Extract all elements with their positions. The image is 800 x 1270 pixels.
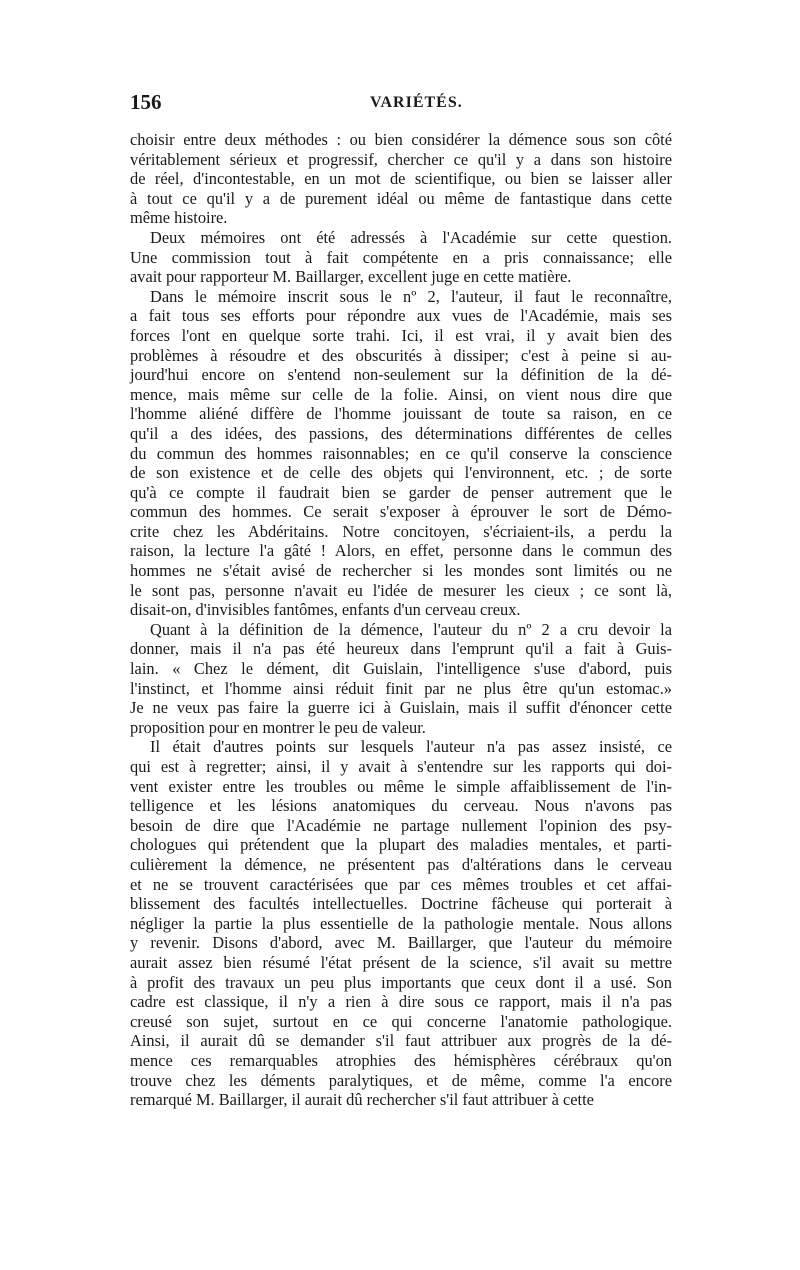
text-line: jourd'hui encore on s'entend non-seulement sur la définition de la dé- — [130, 365, 672, 385]
text-line: a fait tous ses efforts pour répondre aux vues de l'Académie, mais ses — [130, 306, 672, 326]
text-line: avait pour rapporteur M. Baillarger, excellent juge en cette matière. — [130, 267, 572, 287]
text-line: Quant à la définition de la démence, l'auteur du nº 2 a cru devoir la — [150, 619, 672, 639]
text-line: donner, mais il n'a pas été heureux dans l'emprunt qu'il a fait à Guis- — [130, 639, 672, 659]
text-line: même histoire. — [130, 208, 228, 228]
text-line: qu'à ce compte il faudrait bien se garder de penser autrement que le — [130, 482, 672, 502]
text-line: qu'il a des idées, des passions, des déterminations différentes de celles — [130, 423, 672, 443]
body-text — [130, 130, 672, 1110]
text-line: culièrement la démence, ne présentent pas d'altérations dans le cerveau — [130, 854, 672, 874]
text-line: choisir entre deux méthodes : ou bien considérer la démence sous son côté — [130, 130, 672, 149]
paragraph — [130, 737, 672, 1109]
text-line: négliger la partie la plus essentielle de la pathologie mentale. Nous allons — [130, 913, 672, 933]
text-line: de son existence et de celle des objets qui l'environnent, etc. ; de sorte — [130, 463, 672, 483]
text-line: l'instinct, et l'homme ainsi réduit finit par ne plus être qu'un estomac.» — [130, 678, 672, 698]
text-line: besoin de dire que l'Académie ne partage nullement l'opinion des psy- — [130, 815, 672, 835]
text-line: lain. « Chez le dément, dit Guislain, l'intelligence s'use d'abord, puis — [130, 659, 672, 679]
text-line: aurait assez bien résumé l'état présent de la science, s'il avait su mettre — [130, 952, 672, 972]
text-line: raison, la lecture l'a gâté ! Alors, en effet, personne dans le commun des — [130, 541, 672, 561]
running-title: VARIÉTÉS. — [370, 94, 463, 111]
text-line: proposition pour en montrer le peu de valeur. — [130, 717, 426, 737]
text-line: Une commission tout à fait compétente en a pris connaissance; elle — [130, 247, 672, 267]
text-line: disait-on, d'invisibles fantômes, enfants d'un cerveau creux. — [130, 600, 521, 620]
page-number: 156 — [130, 90, 162, 114]
text-line: chologues qui prétendent que la plupart des maladies mentales, et parti- — [130, 835, 672, 855]
text-line: Deux mémoires ont été adressés à l'Académie sur cette question. — [150, 227, 672, 247]
text-line: vent exister entre les troubles ou même le simple affaiblissement de l'in- — [130, 776, 672, 796]
text-line: qui est à regretter; ainsi, il y avait à s'entendre sur les rapports qui doi- — [130, 757, 672, 776]
text-line: et ne se trouvent caractérisées que par ces mêmes troubles et cet affai- — [130, 874, 672, 894]
text-line: du commun des hommes raisonnables; en ce qu'il conserve la conscience — [130, 443, 672, 463]
text-line: Dans le mémoire inscrit sous le nº 2, l'auteur, il faut le reconnaître, — [150, 286, 672, 306]
text-line: l'homme aliéné diffère de l'homme jouissant de toute sa raison, en ce — [130, 404, 672, 424]
text-line: Il était d'autres points sur lesquels l'auteur n'a pas assez insisté, ce — [150, 737, 672, 757]
text-line: le sont pas, personne n'avait eu l'idée de mesurer les cieux ; ce sont là, — [130, 580, 672, 600]
page-header — [130, 90, 672, 120]
text-line: problèmes à résoudre et des obscurités à dissiper; c'est à peine si au- — [130, 345, 672, 365]
text-line: mence, mais même sur celle de la folie. Ainsi, on vient nous dire que — [130, 384, 672, 404]
text-line: trouve chez les déments paralytiques, et de même, comme l'a encore — [130, 1070, 672, 1090]
paragraph — [130, 228, 672, 287]
text-line: blissement des facultés intellectuelles. Doctrine fâcheuse qui porterait à — [130, 894, 672, 914]
text-line: Ainsi, il aurait dû se demander s'il faut attribuer aux progrès de la dé- — [130, 1031, 672, 1051]
text-line: crite chez les Abdéritains. Notre concitoyen, s'écriaient-ils, a perdu la — [130, 521, 672, 541]
text-line: de réel, d'incontestable, en un mot de scientifique, ou bien se laisser aller — [130, 169, 672, 189]
text-line: véritablement sérieux et progressif, chercher ce qu'il y a dans son histoire — [130, 149, 672, 169]
text-line: mence ces remarquables atrophies des hémisphères cérébraux qu'on — [130, 1050, 672, 1070]
text-line: à tout ce qu'il y a de purement idéal ou même de fantastique dans cette — [130, 188, 672, 208]
paragraph — [130, 287, 672, 620]
paragraph — [130, 130, 672, 228]
text-line: y revenir. Disons d'abord, avec M. Baillarger, que l'auteur du mémoire — [130, 933, 672, 953]
text-line: creusé son sujet, surtout en ce qui concerne l'anatomie pathologique. — [130, 1011, 672, 1031]
text-line: cadre est classique, il n'y a rien à dire sous ce rapport, mais il n'a pas — [130, 992, 672, 1012]
text-line: hommes ne s'était avisé de rechercher si les mondes sont limités ou ne — [130, 561, 672, 581]
text-line: telligence et les lésions anatomiques du cerveau. Nous n'avons pas — [130, 796, 672, 816]
text-line: à profit des travaux un peu plus importants que ceux dont il a usé. Son — [130, 972, 672, 992]
text-line: remarqué M. Baillarger, il aurait dû rechercher s'il faut attribuer à cette — [130, 1090, 594, 1110]
text-line: Je ne veux pas faire la guerre ici à Guislain, mais il suffit d'énoncer cette — [130, 698, 672, 718]
paragraph — [130, 620, 672, 738]
text-line: forces l'ont en quelque sorte trahi. Ici, il est vrai, il y avait bien des — [130, 325, 672, 345]
text-line: commun des hommes. Ce serait s'exposer à éprouver le sort de Démo- — [130, 502, 672, 522]
